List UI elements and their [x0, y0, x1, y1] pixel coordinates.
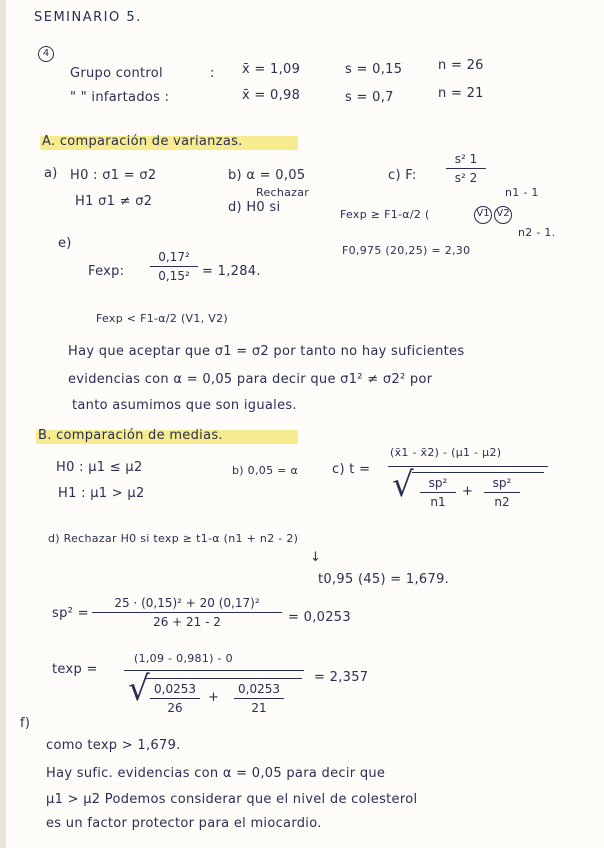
h1-variance: H1 σ1 ≠ σ2	[75, 194, 153, 209]
sp-label: sp² =	[52, 606, 89, 621]
v2-circled: V2	[494, 206, 512, 224]
reject-rule-means: d) Rechazar H0 si texp ≥ t1-α (n1 + n2 - 2)	[48, 532, 299, 545]
page-title: SEMINARIO 5.	[34, 10, 142, 25]
t-numerator: (x̄1 - x̄2) - (μ1 - μ2)	[390, 446, 502, 459]
group-control-mean: x̄ = 1,09	[242, 62, 301, 77]
t-statistic-label: c) t =	[332, 462, 371, 477]
texp-den-a-num: 0,0253	[154, 682, 196, 696]
fraction-bar	[484, 492, 520, 493]
texp-fraction-bar	[124, 670, 304, 671]
t-den-a-den: n1	[430, 495, 446, 509]
item-a-label: a)	[44, 166, 58, 181]
group-infarct-mean: x̄ = 0,98	[242, 88, 301, 103]
group-control-sep: :	[210, 66, 215, 81]
item-e-label: e)	[58, 236, 72, 251]
section-a-title: A. comparación de varianzas.	[42, 134, 243, 149]
t-plus: +	[462, 484, 474, 499]
h0-variance: H0 : σ1 = σ2	[70, 168, 157, 183]
t-den-b-den: n2	[494, 495, 510, 509]
h0-means: H0 : μ1 ≤ μ2	[56, 460, 143, 475]
f-statistic-label: c) F:	[388, 168, 417, 183]
f-den: s² 2	[454, 171, 478, 185]
sp-den: 26 + 21 - 2	[153, 615, 221, 629]
conclusion-b-line3: μ1 > μ2 Podemos considerar que el nivel de colesterol	[46, 792, 418, 807]
f-table-value: F0,975 (20,25) = 2,30	[342, 244, 471, 257]
texp-den-b-den: 21	[251, 701, 267, 715]
group-control-n: n = 26	[438, 58, 484, 73]
t-den-a-num: sp²	[428, 476, 448, 490]
v1-circled: V1	[474, 206, 492, 224]
t-den-b	[484, 476, 520, 509]
texp-den-b-num: 0,0253	[238, 682, 280, 696]
f-statistic-fraction	[446, 152, 486, 185]
fraction-bar	[446, 168, 486, 169]
texp-den-b	[234, 682, 284, 715]
conclusion-a-line3: tanto asumimos que son iguales.	[72, 398, 297, 413]
conclusion-a-line1: Hay que aceptar que σ1 = σ2 por tanto no hay suficientes	[68, 344, 465, 359]
sqrt-bar	[412, 472, 544, 473]
conclusion-b-line4: es un factor protector para el miocardio.	[46, 816, 322, 831]
fraction-bar	[420, 492, 456, 493]
fexp-den: 0,15²	[158, 269, 190, 283]
texp-plus: +	[208, 690, 220, 705]
fraction-bar	[92, 612, 282, 613]
texp-result: = 2,357	[314, 670, 369, 685]
conclusion-b-line2: Hay sufic. evidencias con α = 0,05 para decir que	[46, 766, 386, 781]
group-control-label: Grupo control	[70, 66, 163, 81]
reject-rule: d) H0 si	[228, 200, 281, 215]
fexp-label: Fexp:	[88, 264, 125, 279]
fexp-num: 0,17²	[158, 250, 190, 264]
group-infarct-s: s = 0,7	[345, 90, 394, 105]
sqrt-symbol: √	[392, 465, 414, 505]
f-num: s² 1	[454, 152, 478, 166]
fraction-bar	[150, 698, 200, 699]
t-den-b-num: sp²	[492, 476, 512, 490]
f-critical-rule: Fexp ≥ F1-α/2 (	[340, 208, 430, 221]
h1-means: H1 : μ1 > μ2	[58, 486, 145, 501]
n1-note: n1 - 1	[505, 186, 539, 199]
fexp-result: = 1,284.	[202, 264, 261, 279]
texp-den-a-den: 26	[167, 701, 183, 715]
fexp-fraction	[150, 250, 198, 283]
fraction-bar	[234, 698, 284, 699]
texp-label: texp =	[52, 662, 98, 677]
group-control-s: s = 0,15	[345, 62, 403, 77]
conclusion-a-line2: evidencias con α = 0,05 para decir que σ1² ≠ σ2² por	[68, 372, 433, 387]
alpha-value: b) α = 0,05	[228, 168, 306, 183]
reject-word: Rechazar	[256, 186, 310, 199]
alpha-means: b) 0,05 = α	[232, 464, 299, 477]
fraction-bar	[150, 266, 198, 267]
t-critical-value: t0,95 (45) = 1,679.	[318, 572, 450, 587]
sqrt-symbol-2: √	[128, 669, 150, 709]
paper-edge	[0, 0, 6, 848]
t-den-a	[420, 476, 456, 509]
texp-numerator: (1,09 - 0,981) - 0	[134, 652, 233, 665]
sqrt-bar-2	[146, 678, 302, 679]
exercise-number: 4	[38, 46, 54, 62]
sp-fraction	[92, 596, 282, 629]
section-b-title: B. comparación de medias.	[38, 428, 223, 443]
sp-result: = 0,0253	[288, 610, 351, 625]
conclusion-b-line1: como texp > 1,679.	[46, 738, 181, 753]
item-f-label: f)	[20, 716, 31, 731]
group-infarct-label: " " infartados :	[70, 90, 170, 105]
n2-note: n2 - 1.	[518, 226, 556, 239]
f-compare: Fexp < F1-α/2 (V1, V2)	[96, 312, 228, 325]
sp-num: 25 · (0,15)² + 20 (0,17)²	[114, 596, 260, 610]
texp-den-a	[150, 682, 200, 715]
group-infarct-n: n = 21	[438, 86, 484, 101]
down-arrow: ↓	[310, 550, 322, 565]
